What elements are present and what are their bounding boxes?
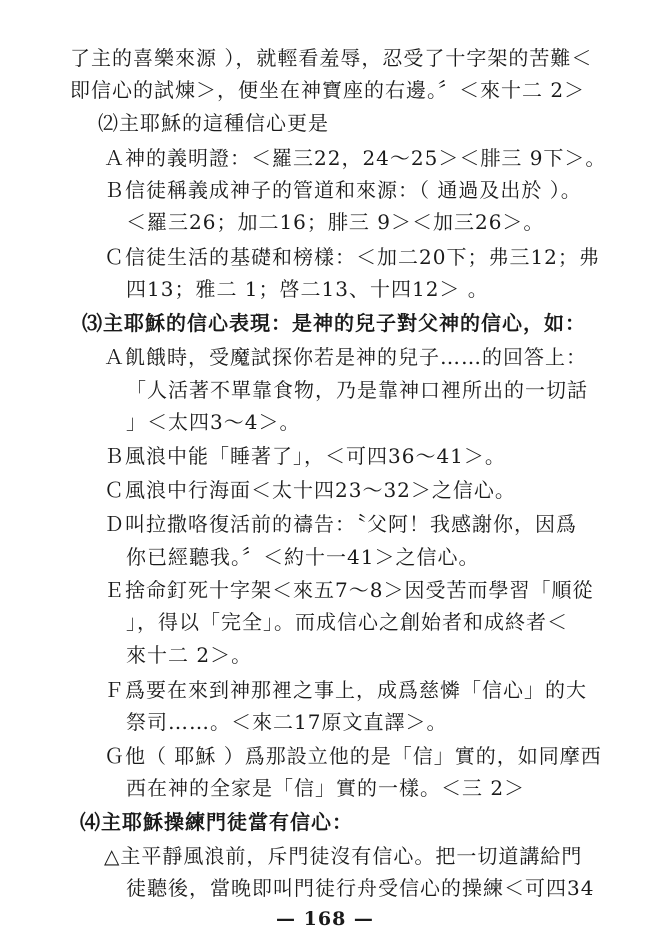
text-line: 四13；雅二 1；啓二13、十四12＞ 。	[126, 277, 489, 301]
page-number: — 168 —	[276, 908, 374, 930]
text-line: 」，得以「完全」。而成信心之創始者和成終者＜	[126, 610, 568, 634]
text-line: 你已經聽我。〞＜約十一41＞之信心。	[126, 545, 480, 569]
text-line: Ｇ他（ 耶穌 ）爲那設立他的是「信」實的，如同摩西	[104, 744, 602, 768]
text-line: 來十二 2＞。	[126, 643, 253, 667]
text-line: Ｅ捨命釘死十字架＜來五7～8＞因受苦而學習「順從	[104, 578, 594, 602]
section-heading: ⑵主耶穌的這種信心更是	[98, 111, 329, 135]
text-line: 祭司……。＜來二17原文直譯＞。	[126, 710, 448, 734]
text-line: 即信心的試煉＞，便坐在神寶座的右邊。〞＜來十二 2＞	[70, 78, 586, 102]
text-line: Ｂ信徒稱義成神子的管道和來源：（ 通過及出於 ）。	[104, 178, 582, 202]
text-line: 西在神的全家是「信」實的一樣。＜三 2＞	[126, 776, 526, 800]
text-line: 徒聽後，當晚即叫門徒行舟受信心的操練＜可四34	[126, 876, 595, 900]
text-line: 了主的喜樂來源 ），就輕看羞辱，忍受了十字架的苦難＜	[70, 46, 593, 70]
section-heading: ⑶主耶穌的信心表現：是神的兒子對父神的信心，如：	[82, 311, 586, 335]
section-heading: ⑷主耶穌操練門徒當有信心：	[80, 810, 353, 834]
text-line: Ｆ爲要在來到神那裡之事上，成爲慈憐「信心」的大	[104, 678, 587, 702]
text-line: 」＜太四3～4＞。	[126, 410, 301, 434]
text-line: Ａ神的義明證：＜羅三22，24～25＞＜腓三 9下＞。	[104, 146, 607, 170]
text-line: Ａ飢餓時，受魔試探你若是神的兒子……的回答上：	[104, 345, 587, 369]
text-line: ＜羅三26；加二16；腓三 9＞＜加三26＞。	[126, 210, 545, 234]
text-line: Ｄ叫拉撒咯復活前的禱告：〝父阿！我感謝你，因爲	[104, 512, 577, 536]
text-line: △主平靜風浪前，斥門徒沒有信心。把一切道講給門	[104, 844, 583, 868]
text-line: Ｃ信徒生活的基礎和榜樣：＜加二20下；弗三12；弗	[104, 245, 600, 269]
text-line: Ｂ風浪中能「睡著了」，＜可四36～41＞。	[104, 444, 506, 468]
text-line: Ｃ風浪中行海面＜太十四23～32＞之信心。	[104, 478, 516, 502]
text-line: 「人活著不單靠食物，乃是靠神口裡所出的一切話	[126, 378, 588, 402]
